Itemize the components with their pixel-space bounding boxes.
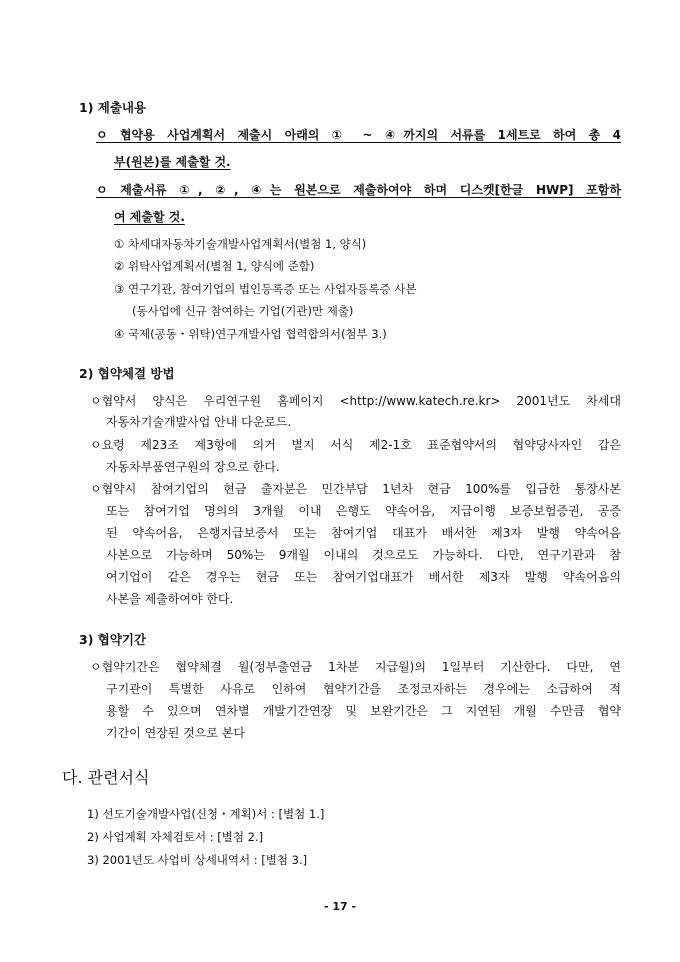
section-d-heading: 다. 관련서식 <box>62 768 150 787</box>
form-item-1: 1) 선도기술개발사업(신청・계획)서 : [별첨 1.] <box>87 807 325 821</box>
form-item-2: 2) 사업계획 자체검토서 : [별첨 2.] <box>87 830 264 844</box>
section-3-line-4: 기간이 연장된 것으로 본다 <box>106 726 245 740</box>
submission-item-3: ③ 연구기관, 참여기업의 법인등록증 또는 사업자등록증 사본 <box>114 282 417 296</box>
section-3-line-3: 용할 수 있으며 연차별 개발기간연장 및 보완기간은 그 지연된 개월 수만큼 협약 <box>106 704 621 718</box>
submission-item-1: ① 차세대자동차기술개발사업계획서(별첨 1, 양식) <box>114 237 367 251</box>
section-2-line-2: 자동차기술개발사업 안내 다운로드. <box>106 415 292 429</box>
section-2-line-5: ㅇ협약시 참여기업의 현금 출자분은 민간부담 1년차 현금 100%를 입금한 통장사본 <box>90 482 621 496</box>
page-number: - 17 - <box>323 900 357 913</box>
section-1-bullet-2-line-1: ㅇ 제출서류 ①, ②, ④는 원본으로 제출하여야 하며 디스켓[한글 HWP] 포함하 <box>96 183 621 197</box>
submission-item-4: ④ 국제(공동・위탁)연구개발사업 협력합의서(첨부 3.) <box>114 327 387 341</box>
section-3-line-2: 구기관이 특별한 사유로 인하여 협약기간을 조정코자하는 경우에는 소급하여 적 <box>106 682 621 696</box>
section-1-bullet-1-line-2: 부(원본)를 제출할 것. <box>114 155 231 169</box>
section-2-line-6: 또는 참여기업 명의의 3개월 이내 은행도 약속어음, 지급이행 보증보험증권, 공증 <box>106 504 621 518</box>
submission-item-2: ② 위탁사업계획서(별첨 1, 양식에 준함) <box>114 259 315 273</box>
section-1-heading: 1) 제출내용 <box>79 100 147 115</box>
submission-item-3-note: (동사업에 신규 참여하는 기업(기관)만 제출) <box>132 304 354 318</box>
section-3-heading: 3) 협약기간 <box>79 632 147 647</box>
section-2-line-9: 여기업이 같은 경우는 현금 또는 참여기업대표가 배서한 제3자 발행 약속어음의 <box>106 570 621 584</box>
section-2-heading: 2) 협약체결 방법 <box>79 366 175 381</box>
section-3-line-1: ㅇ협약기간은 협약체결 월(정부출연금 1차분 지급월)의 1일부터 기산한다. 다만, 연 <box>90 660 621 674</box>
section-2-line-3: ㅇ요령 제23조 제3항에 의거 별지 서식 제2-1호 표준협약서의 협약당사자인 갑은 <box>90 438 621 452</box>
section-1-bullet-2-line-2: 여 제출할 것. <box>114 210 185 224</box>
section-2-line-8: 사본으로 가능하며 50%는 9개월 이내의 것으로도 가능하다. 다만, 연구기관과 참 <box>106 548 621 562</box>
section-2-line-10: 사본을 제출하여야 한다. <box>106 592 234 606</box>
form-item-3: 3) 2001년도 사업비 상세내역서 : [별첨 3.] <box>87 853 308 867</box>
section-2-line-7: 된 약속어음, 은행지급보증서 또는 참여기업 대표가 배서한 제3자 발행 약속어음 <box>106 526 621 540</box>
section-2-line-1: ㅇ협약서 양식은 우리연구원 홈페이지 <http://www.katech.re.kr> 2001년도 차세대 <box>90 394 621 408</box>
section-2-line-4: 자동차부품연구원의 장으로 한다. <box>106 460 280 474</box>
section-1-bullet-1-line-1: ㅇ 협약용 사업계획서 제출시 아래의 ① ~ ④까지의 서류를 1세트로 하여 총 4 <box>96 128 621 142</box>
